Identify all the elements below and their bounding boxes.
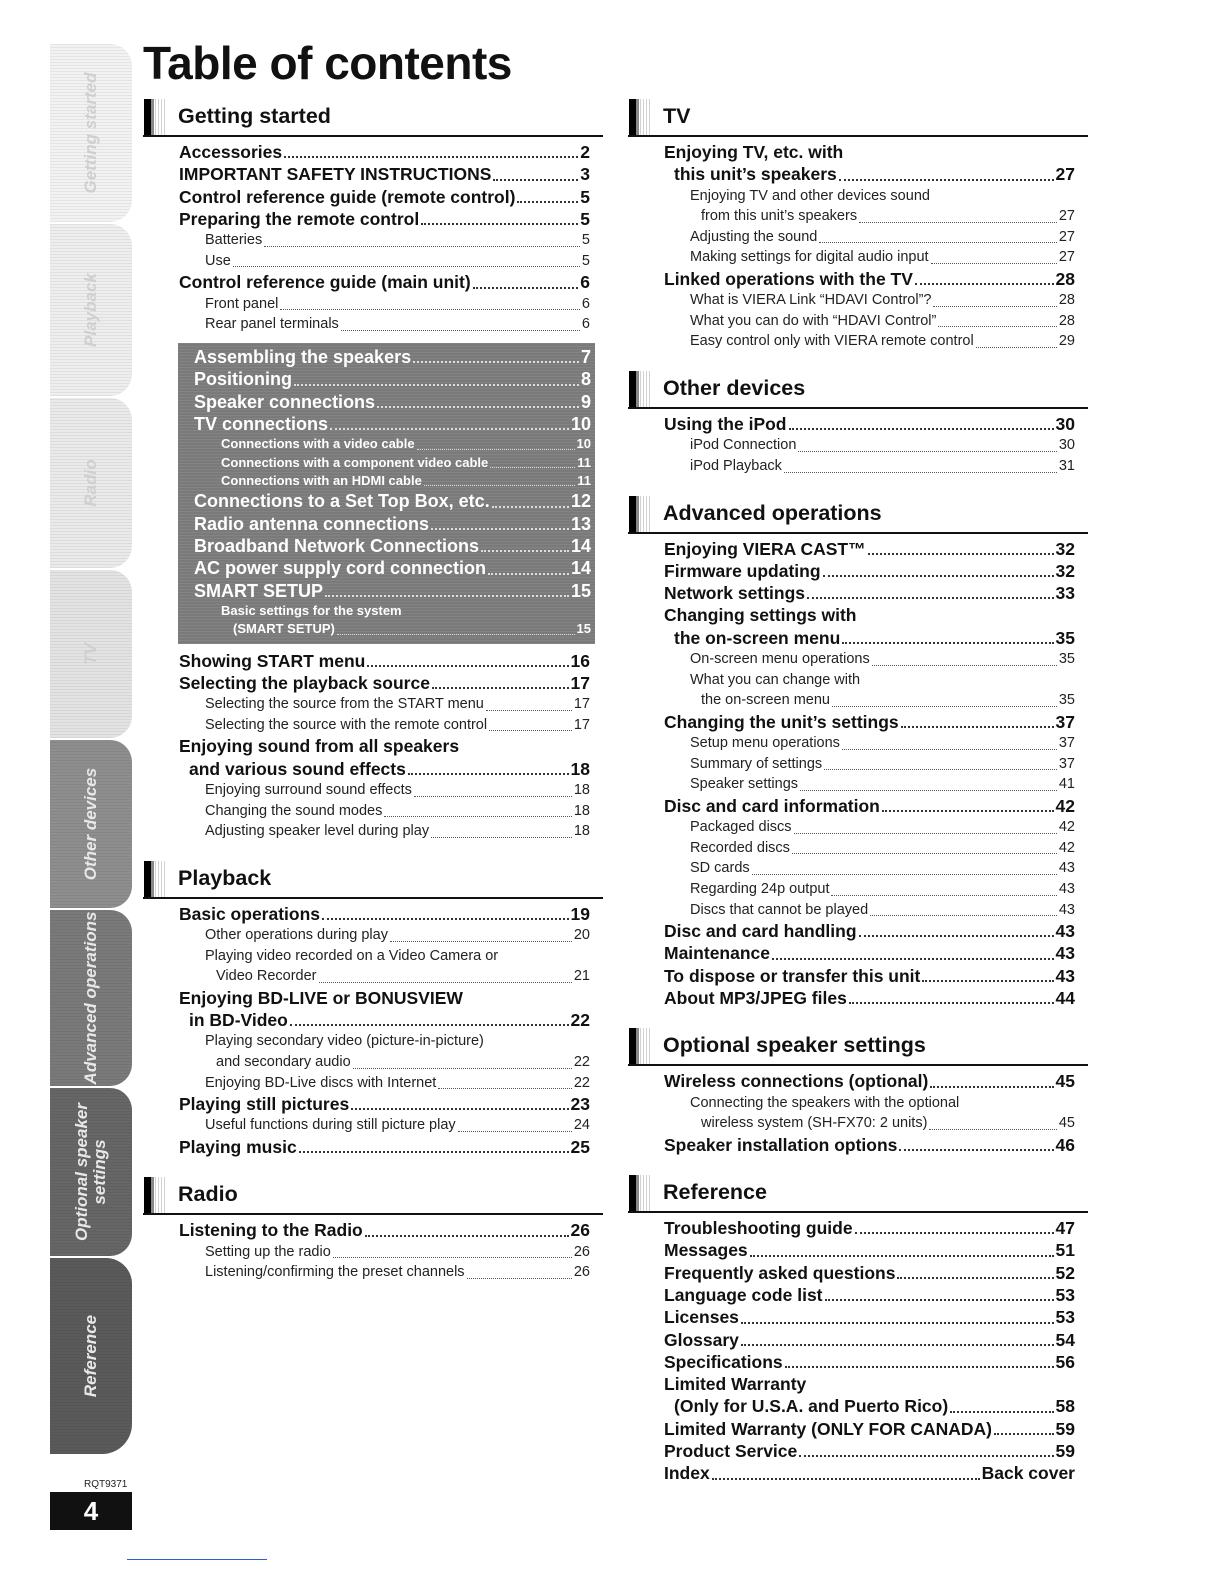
section-title: Playback <box>178 865 272 890</box>
toc-subentry[interactable]: Use 5 <box>205 252 590 269</box>
toc-subentry[interactable]: Recorded discs 42 <box>690 839 1075 856</box>
toc-entry[interactable]: Assembling the speakers 7 <box>194 346 591 367</box>
tab-label: Other devices <box>81 767 101 881</box>
toc-subentry[interactable]: iPod Connection 30 <box>690 437 1075 454</box>
toc-entry[interactable]: Disc and card handling 43 <box>664 921 1075 942</box>
toc-entry[interactable]: TV connections 10 <box>194 414 591 435</box>
toc-subentry-line1: Connecting the speakers with the optional <box>690 1094 960 1111</box>
toc-entry[interactable]: (Only for U.S.A. and Puerto Rico) 58 <box>674 1396 1075 1417</box>
section-title: Getting started <box>178 104 331 128</box>
toc-subentry[interactable]: (SMART SETUP) 15 <box>233 621 591 637</box>
section-marker-icon <box>629 99 639 135</box>
section-marker-icon <box>144 99 154 135</box>
toc-subentry[interactable]: Batteries 5 <box>205 232 590 249</box>
toc-entry[interactable]: this unit’s speakers 27 <box>674 164 1075 185</box>
toc-subentry[interactable]: Rear panel terminals 6 <box>205 316 590 333</box>
toc-subentry[interactable]: Speaker settings 41 <box>690 776 1075 793</box>
toc-subentry[interactable]: What you can do with “HDAVI Control” 28 <box>690 312 1075 329</box>
tab-getting-started[interactable] <box>50 44 132 222</box>
toc-entry[interactable]: Wireless connections (optional) 45 <box>664 1071 1075 1092</box>
tab-tv[interactable] <box>50 570 132 738</box>
tab-reference[interactable] <box>50 1258 132 1454</box>
toc-entry[interactable]: Troubleshooting guide 47 <box>664 1218 1075 1239</box>
toc-subentry-line1: Playing secondary video (picture-in-picture) <box>205 1033 484 1050</box>
toc-entry-line1: Enjoying sound from all speakers <box>179 736 460 757</box>
toc-subentry[interactable]: wireless system (SH-FX70: 2 units) 45 <box>701 1115 1075 1132</box>
toc-entry[interactable]: Disc and card information 42 <box>664 795 1075 816</box>
toc-subentry-line1: What you can change with <box>690 671 861 688</box>
toc-subentry[interactable]: Packaged discs 42 <box>690 819 1075 836</box>
section-header-getting-started <box>143 98 603 137</box>
toc-subentry[interactable]: Summary of settings 37 <box>690 755 1075 772</box>
toc-entry-line1: Limited Warranty <box>664 1374 807 1395</box>
toc-entry[interactable]: in BD-Video 22 <box>189 1010 590 1031</box>
toc-subentry[interactable]: Discs that cannot be played 43 <box>690 901 1075 918</box>
tab-optional-speaker-settings[interactable] <box>50 1088 132 1256</box>
toc-entry[interactable]: Language code list 53 <box>664 1285 1075 1305</box>
tab-advanced-operations[interactable] <box>50 910 132 1086</box>
tab-other-devices[interactable] <box>50 740 132 908</box>
toc-subentry[interactable]: Connections with a video cable 10 <box>221 436 591 452</box>
toc-entry[interactable]: Basic operations 19 <box>179 903 590 924</box>
toc-subentry[interactable]: Changing the sound modes 18 <box>205 802 590 819</box>
bottom-rule <box>127 1559 267 1560</box>
tab-radio[interactable] <box>50 398 132 568</box>
toc-entry[interactable]: Control reference guide (remote control) 5 <box>179 186 590 207</box>
toc-subentry[interactable]: SD cards 43 <box>690 860 1075 877</box>
toc-entry[interactable]: Limited Warranty (ONLY FOR CANADA) 59 <box>664 1418 1075 1439</box>
section-title: TV <box>663 104 691 128</box>
left-column <box>143 98 603 1283</box>
tab-label: Playback <box>81 273 101 347</box>
section-header-reference <box>628 1174 1088 1213</box>
toc-subentry[interactable]: Easy control only with VIERA remote control 29 <box>690 333 1075 350</box>
toc-entry[interactable]: Using the iPod 30 <box>664 414 1075 435</box>
tab-label: Radio <box>81 459 101 507</box>
toc-entry[interactable]: Changing the unit’s settings 37 <box>664 711 1075 732</box>
tab-label: Advanced operations <box>81 911 101 1085</box>
toc-subentry-line1: Enjoying TV and other devices sound <box>690 187 930 204</box>
toc-entry[interactable]: IMPORTANT SAFETY INSTRUCTIONS 3 <box>179 164 590 185</box>
section-marker-icon <box>629 371 639 407</box>
section-header-radio <box>143 1176 603 1215</box>
section-marker-icon <box>144 861 154 897</box>
toc-entry[interactable]: Frequently asked questions 52 <box>664 1262 1075 1283</box>
toc-entry[interactable]: SMART SETUP 15 <box>194 580 591 601</box>
section-marker-icon <box>144 1177 154 1213</box>
toc-subentry[interactable]: Useful functions during still picture play 24 <box>205 1117 590 1134</box>
toc-entry[interactable]: Accessories 2 <box>179 142 590 162</box>
toc-subentry[interactable]: Regarding 24p output 43 <box>690 880 1075 897</box>
toc-entry-line1: Enjoying BD-LIVE or BONUSVIEW <box>179 987 463 1008</box>
toc-subentry[interactable]: Connections with a component video cable 11 <box>221 454 591 470</box>
toc-entry[interactable]: Speaker installation options 46 <box>664 1134 1075 1155</box>
toc-subentry[interactable]: Adjusting the sound 27 <box>690 228 1075 245</box>
toc-entry[interactable]: Licenses 53 <box>664 1307 1075 1328</box>
toc-entry[interactable]: Connections to a Set Top Box, etc. 12 <box>194 491 591 512</box>
toc-subentry[interactable]: Enjoying surround sound effects 18 <box>205 781 590 798</box>
toc-entry[interactable]: Network settings 33 <box>664 583 1075 604</box>
section-title: Optional speaker settings <box>663 1033 926 1058</box>
toc-entry[interactable]: Listening to the Radio 26 <box>179 1220 590 1241</box>
toc-entry[interactable]: Glossary 54 <box>664 1329 1075 1350</box>
toc-entry[interactable]: Firmware updating 32 <box>664 560 1075 581</box>
section-title: Advanced operations <box>663 500 882 525</box>
toc-subentry[interactable]: Setup menu operations 37 <box>690 735 1075 752</box>
toc-entry[interactable]: Specifications 56 <box>664 1351 1075 1372</box>
toc-entry[interactable]: Enjoying VIERA CAST™ 32 <box>664 538 1075 559</box>
toc-subentry[interactable]: the on-screen menu 35 <box>701 692 1075 709</box>
section-header-tv <box>628 98 1088 137</box>
toc-entry[interactable]: AC power supply cord connection 14 <box>194 558 591 579</box>
toc-entry[interactable]: Maintenance 43 <box>664 943 1075 964</box>
toc-entry[interactable]: and various sound effects 18 <box>189 758 590 779</box>
toc-entry[interactable]: Index Back cover <box>664 1463 1075 1484</box>
section-marker-icon <box>629 496 639 532</box>
tab-label: TV <box>81 643 101 665</box>
section-header-advanced-operations <box>628 495 1088 534</box>
doc-code: RQT9371 <box>84 1479 128 1490</box>
toc-subentry[interactable]: Making settings for digital audio input 27 <box>690 249 1075 266</box>
page-number: 4 <box>50 1492 132 1530</box>
toc-entry[interactable]: Playing music 25 <box>179 1137 590 1158</box>
section-header-playback <box>143 860 603 899</box>
toc-subentry[interactable]: Enjoying BD-Live discs with Internet 22 <box>205 1074 590 1091</box>
toc-subentry[interactable]: Setting up the radio 26 <box>205 1243 590 1260</box>
tab-label: Getting started <box>81 72 101 194</box>
toc-subentry[interactable]: On-screen menu operations 35 <box>690 651 1075 668</box>
section-header-other-devices <box>628 370 1088 409</box>
toc-entry[interactable]: Control reference guide (main unit) 6 <box>179 272 590 293</box>
toc-subentry[interactable]: Other operations during play 20 <box>205 926 590 943</box>
tab-label: Optional speaker settings <box>72 1103 109 1241</box>
right-column <box>628 98 1088 1485</box>
toc-subentry-line1: Basic settings for the system <box>221 603 402 619</box>
toc-subentry[interactable]: and secondary audio 22 <box>216 1053 590 1070</box>
section-marker-icon <box>629 1028 639 1064</box>
toc-entry[interactable]: Selecting the playback source 17 <box>179 672 590 693</box>
toc-subentry[interactable]: Selecting the source from the START menu 17 <box>205 696 590 713</box>
tab-label: Reference <box>81 1314 101 1398</box>
toc-subentry[interactable]: Selecting the source with the remote control 17 <box>205 716 590 733</box>
toc-subentry[interactable]: Front panel 6 <box>205 295 590 312</box>
toc-entry[interactable]: Radio antenna connections 13 <box>194 513 591 534</box>
toc-entry[interactable]: About MP3/JPEG files 44 <box>664 988 1075 1009</box>
toc-entry[interactable]: Showing START menu 16 <box>179 650 590 671</box>
toc-entry[interactable]: Playing still pictures 23 <box>179 1094 590 1115</box>
toc-entry[interactable]: the on-screen menu 35 <box>674 627 1075 648</box>
toc-subentry[interactable]: iPod Playback 31 <box>690 457 1075 474</box>
section-marker-icon <box>629 1175 639 1211</box>
section-title: Other devices <box>663 376 806 401</box>
toc-entry-line1: Changing settings with <box>664 605 857 626</box>
toc-entry[interactable]: Positioning 8 <box>194 369 591 390</box>
highlighted-setup-block <box>178 343 595 644</box>
section-title: Reference <box>663 1180 767 1205</box>
toc-entry[interactable]: To dispose or transfer this unit 43 <box>664 965 1075 986</box>
section-header-optional-speaker-settings <box>628 1027 1088 1066</box>
page-title: Table of contents <box>143 37 512 89</box>
toc-subentry[interactable]: What is VIERA Link “HDAVI Control”? 28 <box>690 292 1075 309</box>
section-tabs <box>50 44 132 1454</box>
toc-entry[interactable]: Speaker connections 9 <box>194 391 591 412</box>
tab-playback[interactable] <box>50 224 132 396</box>
toc-entry-line1: Enjoying TV, etc. with <box>664 142 844 162</box>
toc-entry[interactable]: Linked operations with the TV 28 <box>664 268 1075 289</box>
toc-entry[interactable]: Preparing the remote control 5 <box>179 208 590 229</box>
toc-subentry[interactable]: Adjusting speaker level during play 18 <box>205 823 590 840</box>
toc-entry[interactable]: Product Service 59 <box>664 1441 1075 1462</box>
toc-entry[interactable]: Messages 51 <box>664 1240 1075 1261</box>
toc-subentry-line1: Playing video recorded on a Video Camera or <box>205 947 499 964</box>
toc-subentry[interactable]: Listening/confirming the preset channels 26 <box>205 1264 590 1281</box>
toc-subentry[interactable]: Connections with an HDMI cable 11 <box>221 472 591 488</box>
toc-subentry[interactable]: from this unit’s speakers 27 <box>701 208 1075 225</box>
section-title: Radio <box>178 1182 238 1207</box>
toc-entry[interactable]: Broadband Network Connections 14 <box>194 535 591 556</box>
toc-subentry[interactable]: Video Recorder 21 <box>216 968 590 985</box>
